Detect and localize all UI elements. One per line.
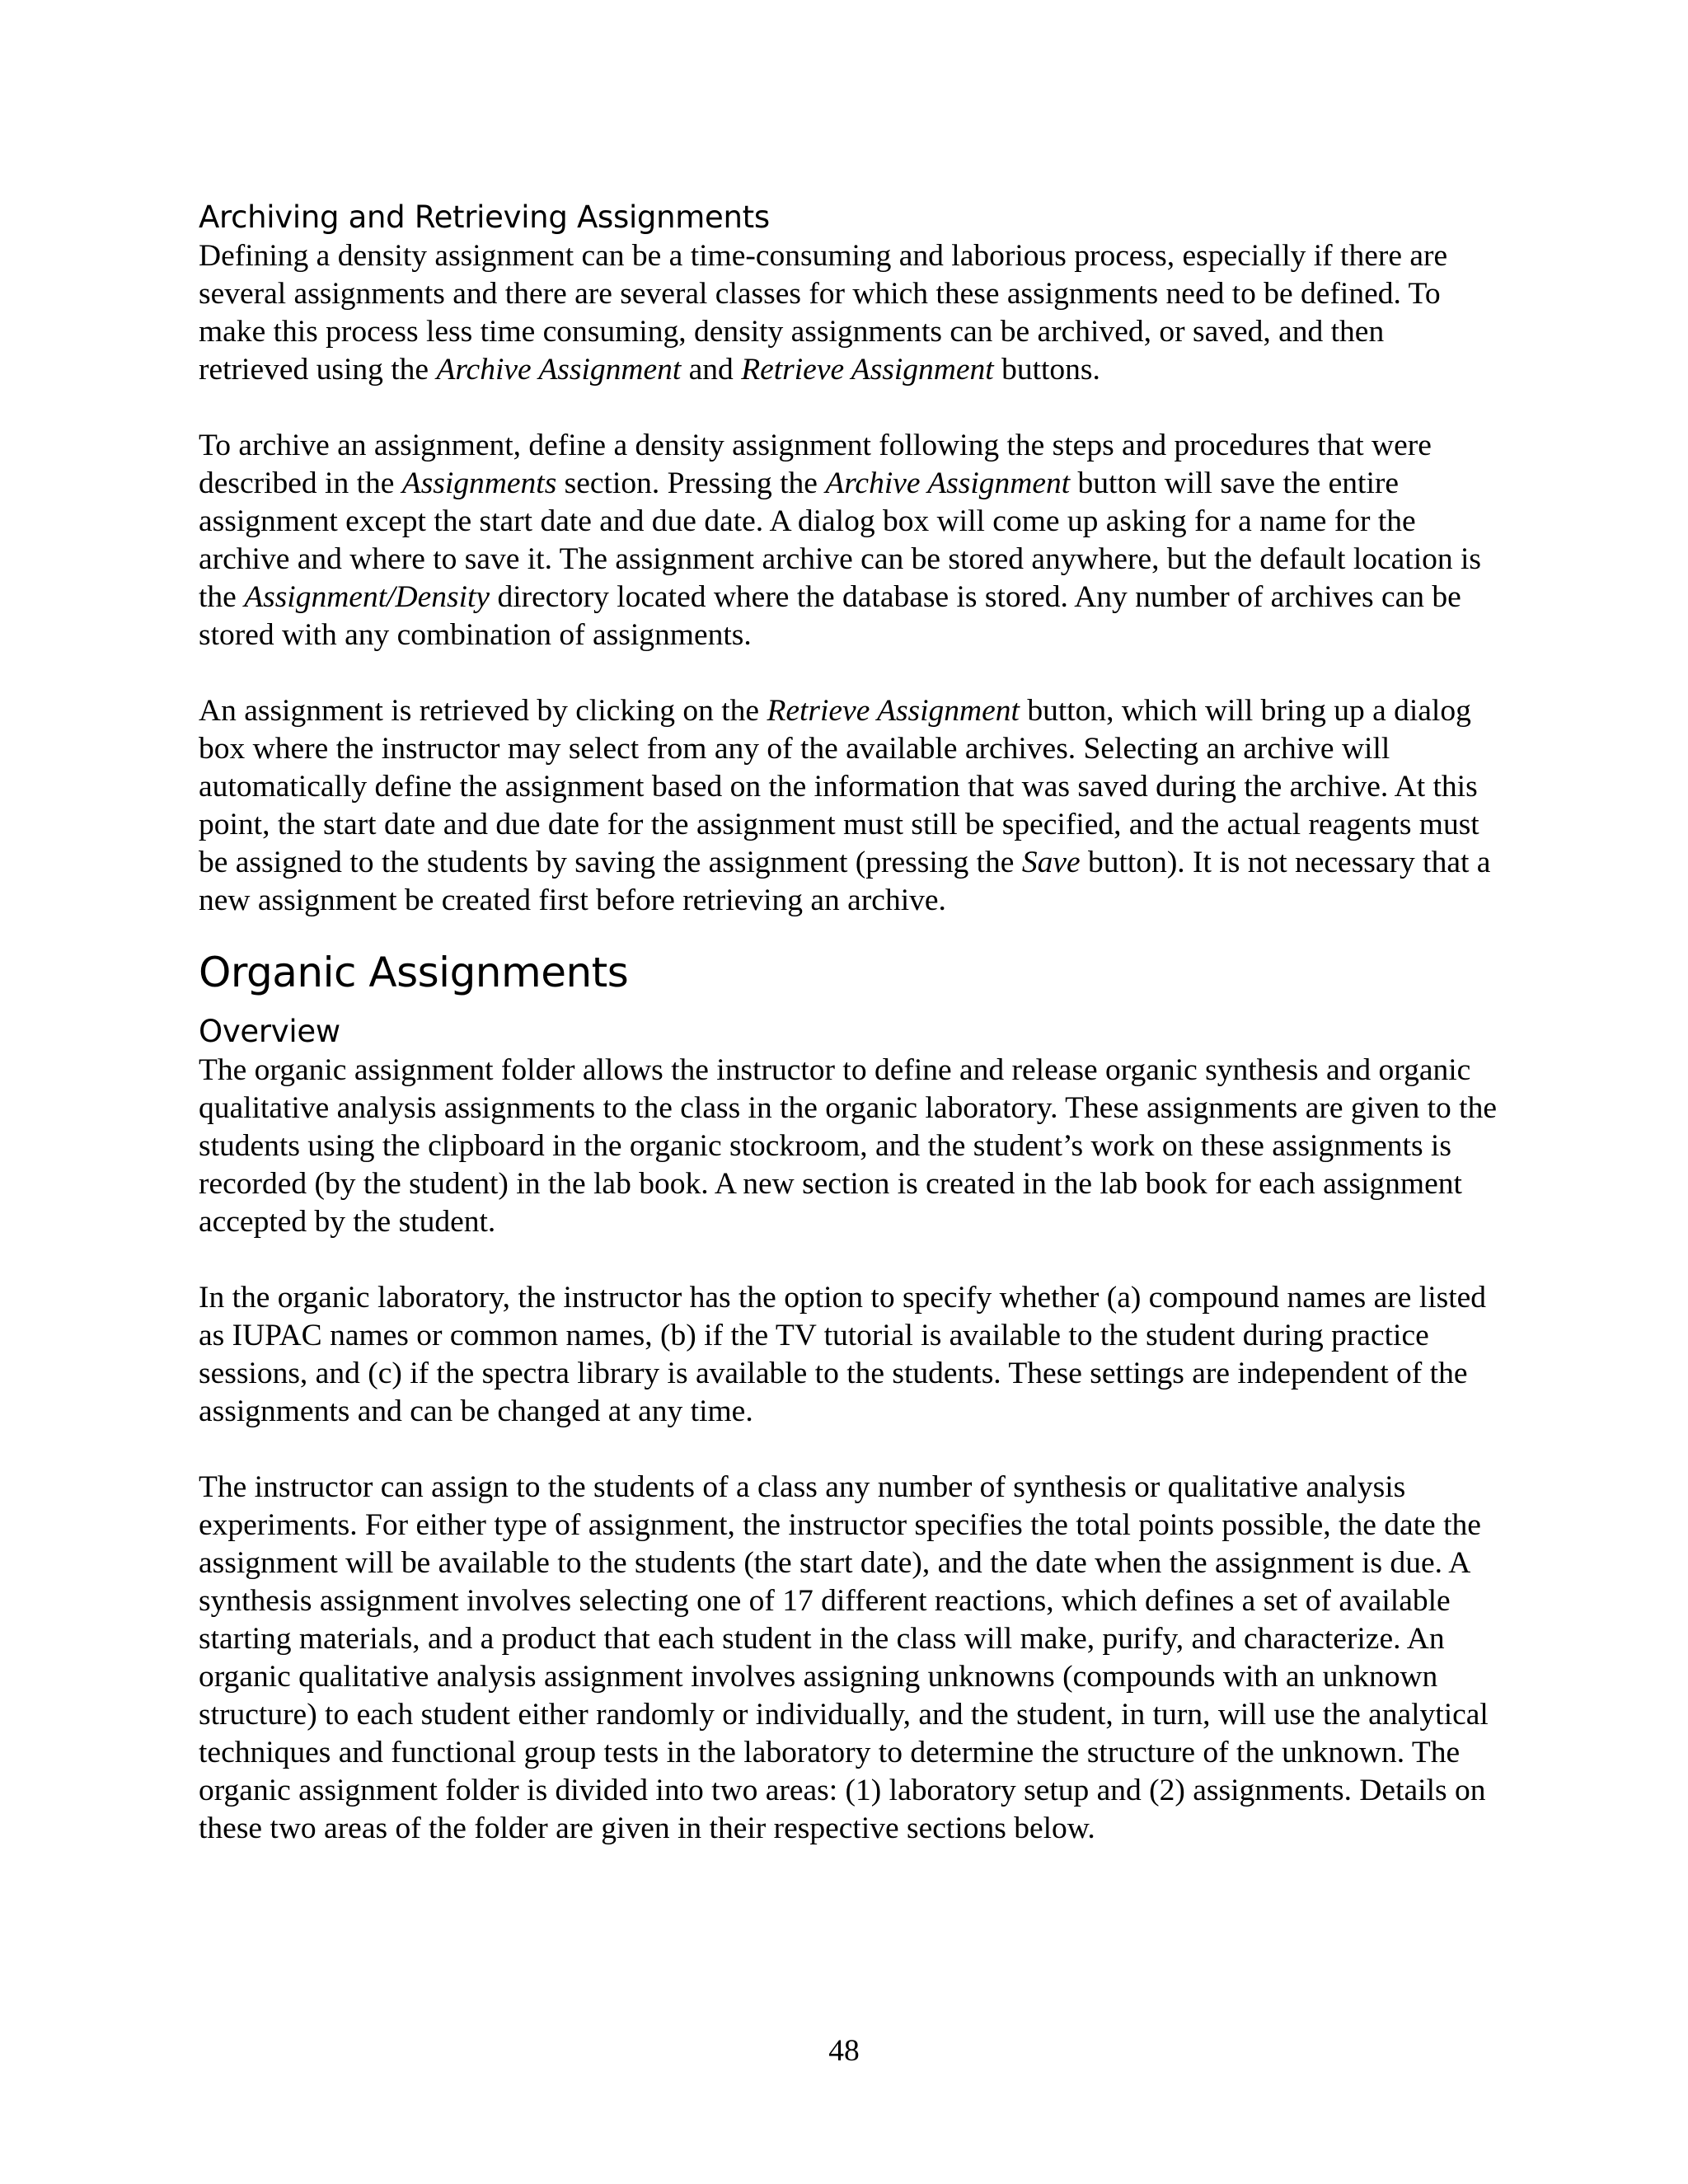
- heading-gap: [199, 997, 1501, 1012]
- paragraph-retrieve-steps: [199, 692, 1501, 920]
- italic-term-save: Save: [1021, 846, 1081, 879]
- page-content: [199, 198, 1501, 1848]
- paragraph-archive-steps: [199, 427, 1501, 654]
- paragraph-organic-assignment-types: The instructor can assign to the students of a class any number of synthesis or qualitative analysis experiments. For either type of assignment, the instructor specifies the total points possible, the date the assignment will be available to the students (the start date), and the date when the assignment is due. A synthesis assignment involves selecting one of 17 different reactions, which defines a set of available starting materials, and a product that each student in the class will make, purify, and characterize. An organic qualitative analysis assignment involves assigning unknowns (compounds with an unknown structure) to each student either randomly or individually, and the student, in turn, will use the analytical techniques and functional group tests in the laboratory to determine the structure of the unknown. The organic assignment folder is divided into two areas: (1) laboratory setup and (2) assignments. Details on these two areas of the folder are given in their respective sections below.: [199, 1470, 1489, 1845]
- text-run: An assignment is retrieved by clicking on the: [199, 694, 767, 728]
- subsection-heading-overview: Overview: [199, 1014, 340, 1049]
- paragraph-gap: [199, 389, 1501, 427]
- paragraph-gap: [199, 654, 1501, 692]
- text-run: section. Pressing the: [556, 466, 826, 500]
- page-number: 48: [828, 2034, 860, 2068]
- paragraph-organic-options: In the organic laboratory, the instructor has the option to specify whether (a) compound names are listed as IUPAC names or common names, (b) if the TV tutorial is available to the student during practice sessions, and (c) if the spectra library is available to the students. These settings are independent of the assignments and can be changed at any time.: [199, 1281, 1487, 1428]
- text-run: button will save the entire assignment except the start date and due date. A dialog box will come up asking for a name for the archive and where to save it. The assignment archive can be stored anywhere, but the default location is the: [199, 466, 1482, 614]
- text-run: Defining a density assignment can be a time-consuming and laborious process, especially if there are several assignments and there are several classes for which these assignments need to be defined. To make this process less time consuming, density assignments can be archived, or saved, and then retrieved using the: [199, 239, 1448, 387]
- paragraph-organic-folder: The organic assignment folder allows the instructor to define and release organic synthesis and organic qualitative analysis assignments to the class in the organic laboratory. These assignments are given to the students using the clipboard in the organic stockroom, and the student’s work on these assignments is recorded (by the student) in the lab book. A new section is created in the lab book for each assignment accepted by the student.: [199, 1053, 1497, 1239]
- italic-term-archive-assignment: Archive Assignment: [436, 353, 682, 387]
- text-run: button, which will bring up a dialog box where the instructor may select from any of the available archives. Selecting an archive will automatically define the assignment based on the information that was saved during the archive. At this point, the start date and due date for the assignment must still be specified, and the actual reagents must be assigned to the students by saving the assignment (pressing the: [199, 694, 1479, 879]
- italic-term-assignments: Assignments: [401, 466, 557, 500]
- section-heading-archiving: Archiving and Retrieving Assignments: [199, 199, 770, 235]
- text-run: To archive an assignment, define a density assignment following the steps and procedures that were described in the: [199, 429, 1432, 500]
- italic-term-retrieve-assignment: Retrieve Assignment: [767, 694, 1020, 728]
- section-heading-organic-assignments: Organic Assignments: [199, 949, 629, 996]
- paragraph-gap: [199, 1241, 1501, 1279]
- italic-term-retrieve-assignment: Retrieve Assignment: [741, 353, 994, 387]
- paragraph-archiving-intro: [199, 237, 1501, 389]
- italic-term-directory: Assignment/Density: [244, 580, 490, 614]
- text-run: directory located where the database is stored. Any number of archives can be stored with any combination of assignments.: [199, 580, 1461, 652]
- text-run: buttons.: [993, 353, 1100, 387]
- italic-term-archive-assignment: Archive Assignment: [825, 466, 1071, 500]
- text-run: button). It is not necessary that a new assignment be created first before retrieving an archive.: [199, 846, 1491, 917]
- section-gap: [199, 920, 1501, 948]
- text-run: and: [681, 353, 742, 387]
- paragraph-gap: [199, 1431, 1501, 1469]
